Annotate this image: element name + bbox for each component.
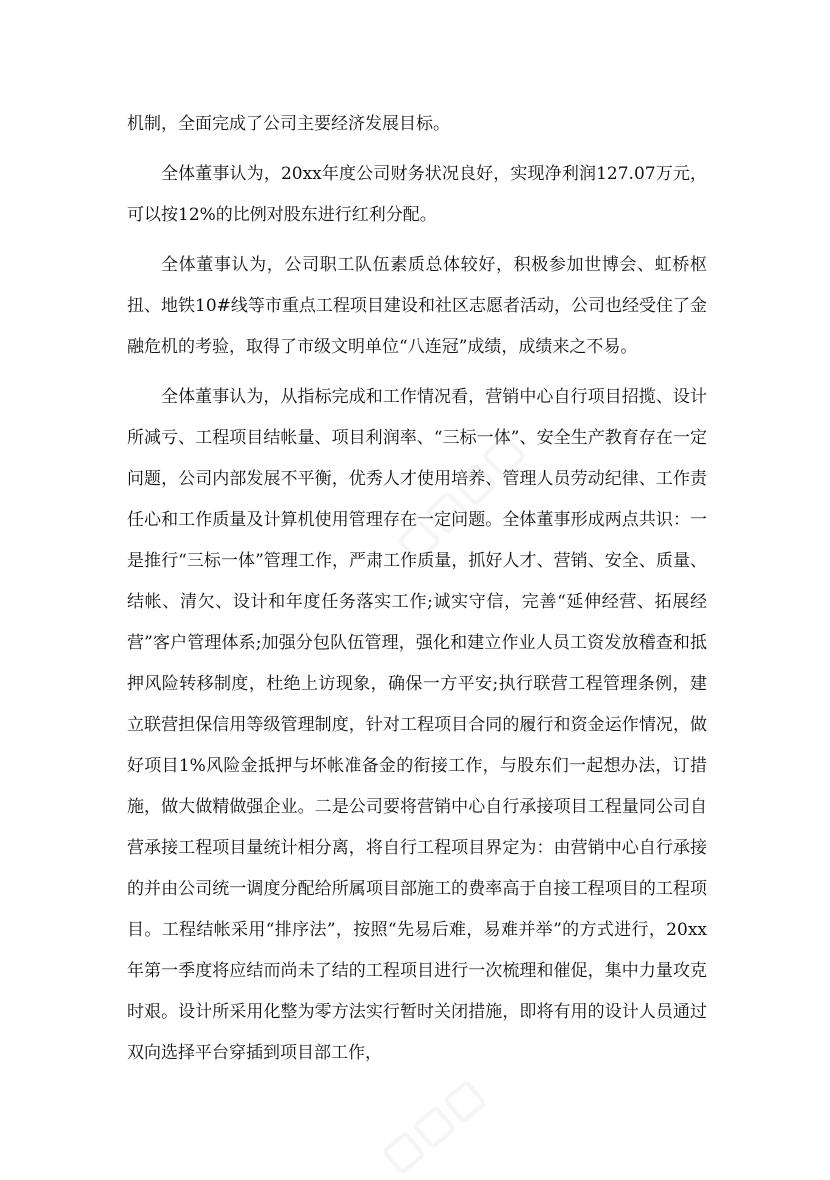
paragraph-profit: 全体董事认为，20xx年度公司财务状况良好，实现净利润127.07万元，可以按12%的比例对股东进行红利分配。 bbox=[127, 164, 707, 225]
document-body bbox=[127, 104, 707, 1083]
paragraph-continuation: 机制，全面完成了公司主要经济发展目标。 bbox=[127, 114, 450, 134]
paragraph-issues-consensus: 全体董事认为，从指标完成和工作情况看，营销中心自行项目招揽、设计所减亏、工程项目结帐量、项目利润率、“三标一体”、安全生产教育存在一定问题，公司内部发展不平衡，优秀人才使用培养、管理人员劳动纪律、工作责任心和工作质量及计算机使用管理存在一定问题。全体董事形成两点共识：一是推行“三标一体”管理工作，严肃工作质量，抓好人才、营销、安全、质量、结帐、清欠、设计和年度任务落实工作;诚实守信，完善“延伸经营、拓展经营”客户管理体系;加强分包队伍管理，强化和建立作业人员工资发放稽查和抵押风险转移制度，杜绝上访现象，确保一方平安;执行联营工程管理条例，建立联营担保信用等级管理制度，针对工程项目合同的履行和资金运作情况，做好项目1%风险金抵押与坏帐准备金的衔接工作，与股东们一起想办法，订措施，做大做精做强企业。二是公司要将营销中心自行承接项目工程量同公司自营承接工程项目量统计相分离，将自行工程项目界定为：由营销中心自行承接的并由公司统一调度分配给所属项目部施工的费率高于自接工程项目的工程项目。工程结帐采用“排序法”，按照“先易后难，易难并举”的方式进行，20xx年第一季度将应结而尚未了结的工程项目进行一次梳理和催促，集中力量攻克时艰。设计所采用化整为零方法实行暂时关闭措施，即将有用的设计人员通过双向选择平台穿插到项目部工作， bbox=[127, 387, 707, 1063]
paragraph-workforce: 全体董事认为，公司职工队伍素质总体较好，积极参加世博会、虹桥枢扭、地铁10#线等市重点工程项目建设和社区志愿者活动，公司也经受住了金融危机的考验，取得了市级文明单位“八连冠”成绩，成绩来之不易。 bbox=[127, 255, 707, 357]
